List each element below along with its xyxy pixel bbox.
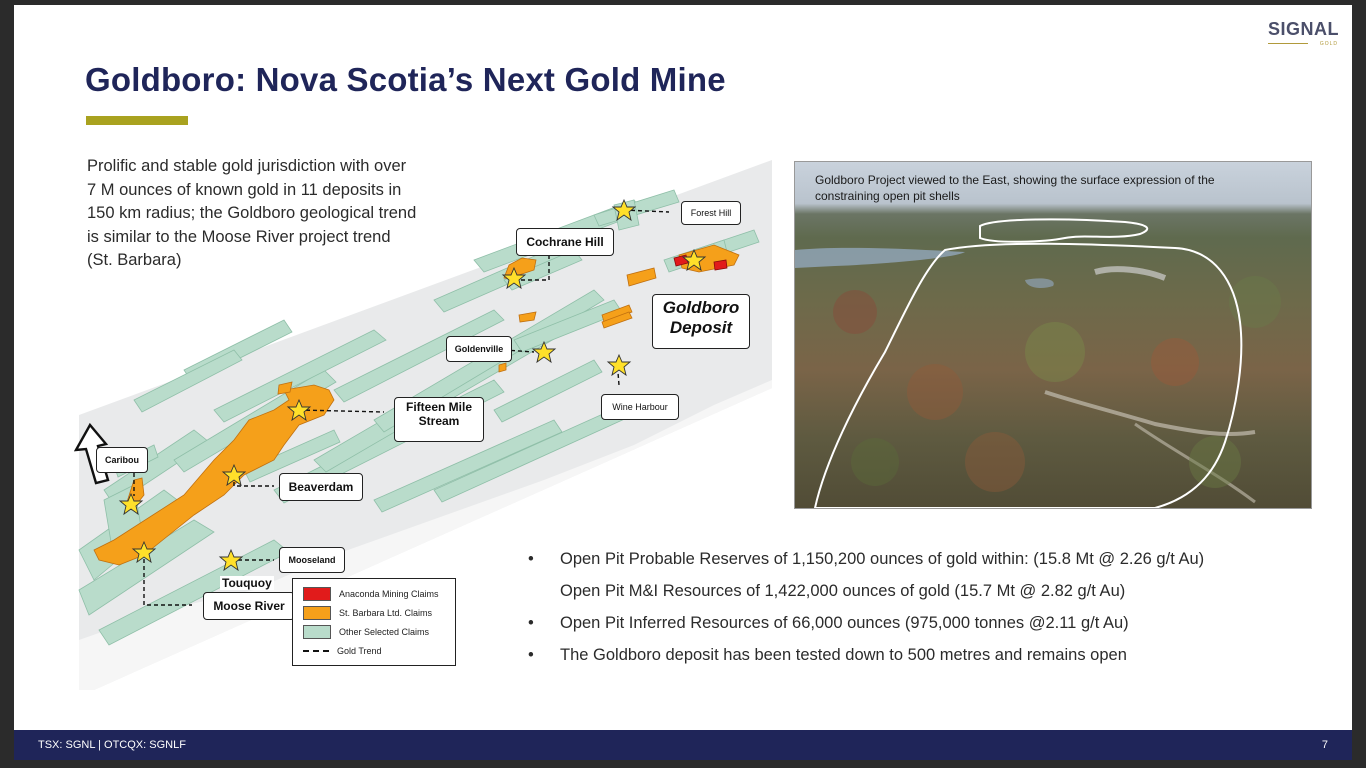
legend-row-other xyxy=(303,625,429,639)
bullet-text: Open Pit Inferred Resources of 66,000 ounces (975,000 tonnes @2.11 g/t Au) xyxy=(560,614,1129,632)
label-mooseland xyxy=(279,547,345,573)
logo-word: SIGNAL xyxy=(1268,19,1340,39)
forest-hill-text: Forest Hill xyxy=(690,208,732,218)
beaverdam-text: Beaverdam xyxy=(288,480,354,494)
list-item xyxy=(528,575,1288,607)
legend-swatch-st-barbara xyxy=(303,606,331,620)
logo-sub: GOLD xyxy=(1319,41,1338,47)
label-moose-river xyxy=(203,592,295,620)
legend-label-gold-trend: Gold Trend xyxy=(337,646,382,656)
label-beaverdam xyxy=(279,473,363,501)
list-item xyxy=(528,639,1288,671)
legend-row-gold-trend xyxy=(303,644,382,658)
label-cochrane-hill xyxy=(516,228,614,256)
caribou-text: Caribou xyxy=(104,455,139,465)
bullet-marker: • xyxy=(528,614,534,632)
label-caribou xyxy=(96,447,148,473)
goldboro-line2: Deposit xyxy=(669,317,733,337)
bullet-text: The Goldboro deposit has been tested down to 500 metres and remains open xyxy=(560,646,1127,664)
label-goldboro-deposit xyxy=(652,294,750,349)
page-number: 7 xyxy=(1321,739,1328,751)
pit-shell-outlines xyxy=(795,162,1311,508)
label-wine-harbour xyxy=(601,394,679,420)
legend-swatch-other xyxy=(303,625,331,639)
footer-bar xyxy=(14,730,1352,760)
list-item xyxy=(528,543,1288,575)
goldenville-text: Goldenville xyxy=(454,344,504,354)
map-legend xyxy=(292,578,456,666)
footer-ticker: TSX: SGNL | OTCQX: SGNLF xyxy=(38,739,186,751)
label-fifteen-mile-stream xyxy=(394,397,484,442)
bullet-marker: • xyxy=(528,550,534,568)
legend-label-st-barbara: St. Barbara Ltd. Claims xyxy=(339,608,433,618)
legend-swatch-anaconda xyxy=(303,587,331,601)
fifteen-line1: Fifteen Mile xyxy=(405,400,472,414)
legend-dash-gold-trend xyxy=(303,650,329,652)
fifteen-line2: Stream xyxy=(418,413,460,428)
label-touquoy: Touquoy xyxy=(222,576,272,590)
bullet-text: Open Pit M&I Resources of 1,422,000 ounces of gold (15.7 Mt @ 2.82 g/t Au) xyxy=(560,582,1126,600)
bullet-text: Open Pit Probable Reserves of 1,150,200 ounces of gold within: (15.8 Mt @ 2.26 g/t Au) xyxy=(560,550,1205,568)
legend-row-anaconda xyxy=(303,587,439,601)
wine-harbour-text: Wine Harbour xyxy=(612,402,668,412)
legend-label-anaconda: Anaconda Mining Claims xyxy=(339,589,439,599)
intro-text: Prolific and stable gold jurisdiction with over 7 M ounces of known gold in 11 deposits in 150 km radius; the Goldboro geological trend is similar to the Moose River project trend (St. Barbara) xyxy=(87,157,417,269)
page-title: Goldboro: Nova Scotia’s Next Gold Mine xyxy=(85,61,726,98)
goldboro-line1: Goldboro xyxy=(662,298,740,317)
signal-gold-logo xyxy=(1266,19,1338,47)
list-item xyxy=(528,607,1288,639)
label-goldenville xyxy=(446,336,512,362)
title-accent-bar xyxy=(86,116,188,125)
key-facts-list xyxy=(528,543,1288,671)
bullet-marker: • xyxy=(528,646,534,664)
aerial-photo xyxy=(794,161,1312,509)
cochrane-hill-text: Cochrane Hill xyxy=(526,235,604,249)
mooseland-text: Mooseland xyxy=(288,555,336,565)
legend-label-other: Other Selected Claims xyxy=(339,627,430,637)
label-forest-hill xyxy=(681,201,741,225)
legend-row-st-barbara xyxy=(303,606,432,620)
slide xyxy=(14,5,1352,730)
moose-river-text: Moose River xyxy=(213,599,285,613)
photo-caption: Goldboro Project viewed to the East, showing the surface expression of the constraining open pit shells xyxy=(815,173,1215,203)
